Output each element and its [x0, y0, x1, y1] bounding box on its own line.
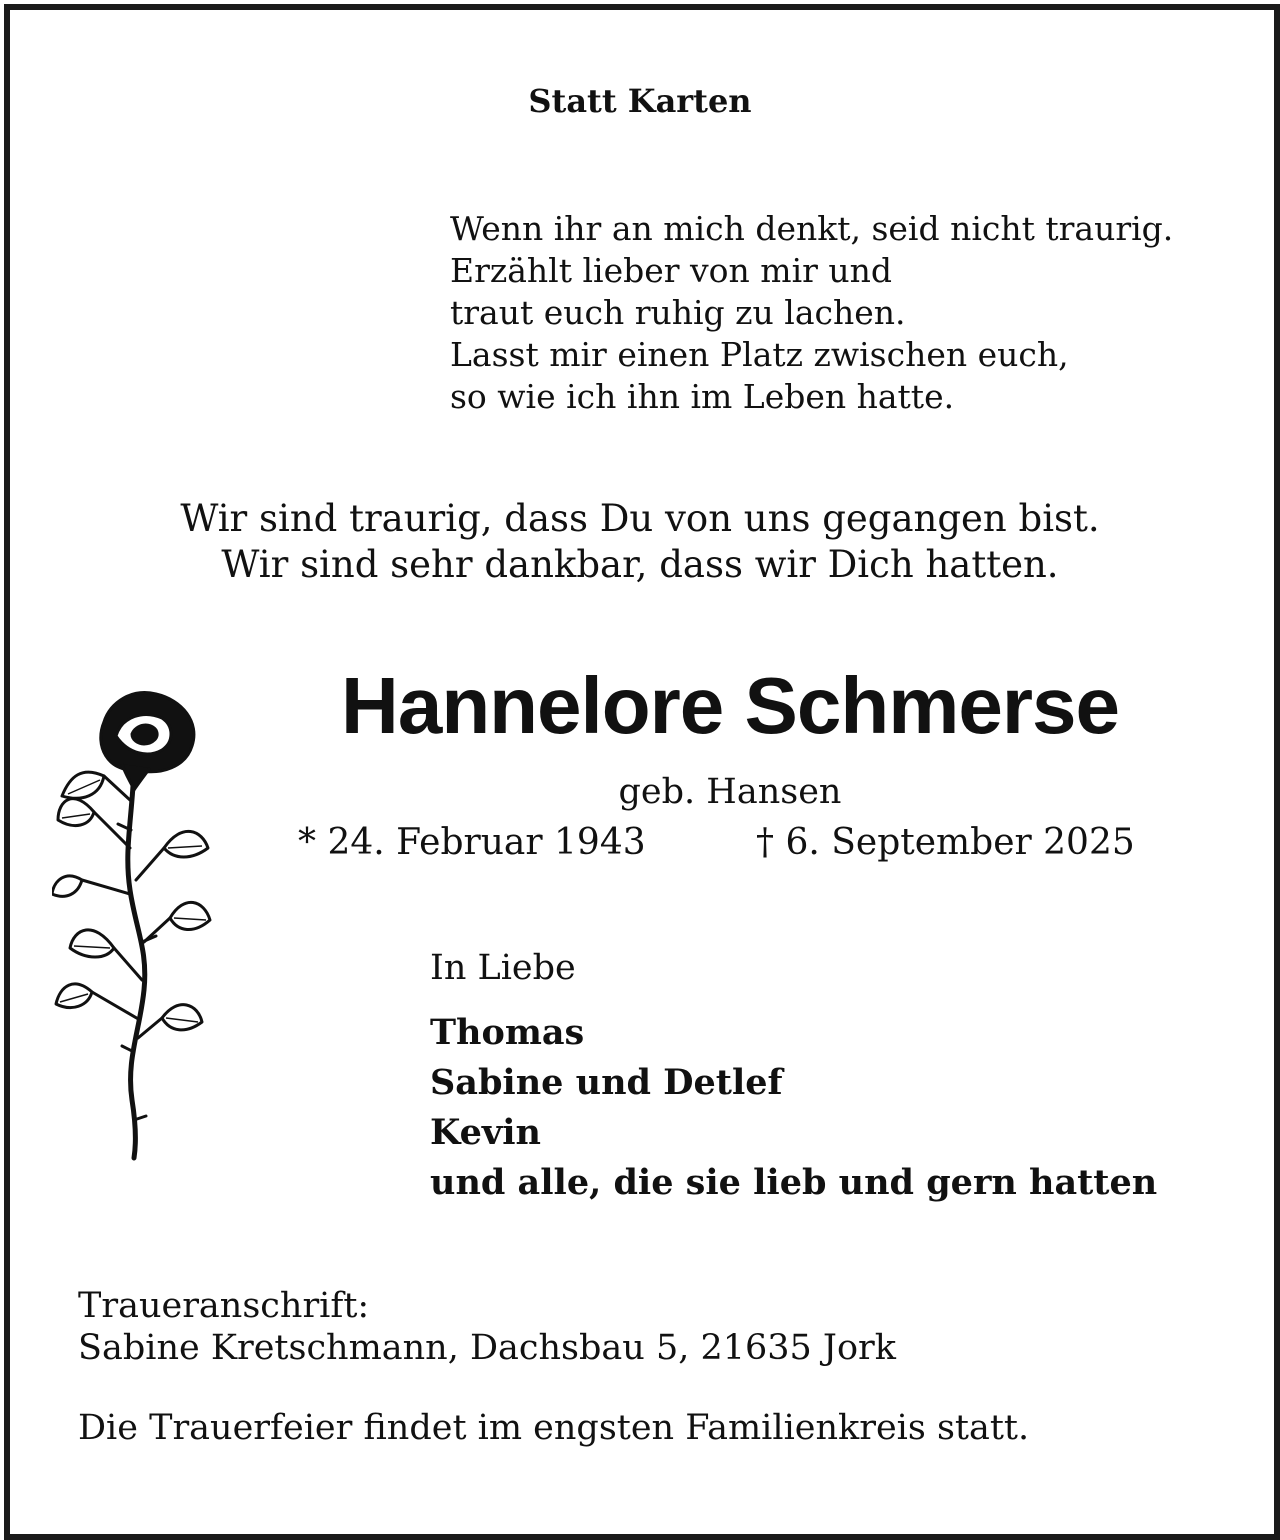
closing-line: Wir sind sehr dankbar, dass wir Dich hatten. [221, 543, 1059, 586]
poem [450, 208, 1173, 418]
maiden-name: geb. Hansen [618, 772, 842, 812]
closing-statement [0, 496, 1280, 588]
poem-line: Wenn ihr an mich denkt, seid nicht traurig. [450, 209, 1174, 248]
header-title: Statt Karten [528, 82, 752, 120]
poem-line: Lasst mir einen Platz zwischen euch, [450, 335, 1069, 374]
birth-date: * 24. Februar 1943 [298, 822, 646, 863]
mourner-name: und alle, die sie lieb und gern hatten [430, 1162, 1158, 1203]
mourners-list [430, 1008, 1157, 1208]
mourner-name: Thomas [430, 1012, 585, 1053]
poem-line: traut euch ruhig zu lachen. [450, 293, 906, 332]
poem-line: so wie ich ihn im Leben hatte. [450, 377, 955, 416]
mourner-name: Sabine und Detlef [430, 1062, 783, 1103]
ceremony-note: Die Trauerfeier findet im engsten Familienkreis statt. [78, 1408, 1030, 1448]
address-line: Sabine Kretschmann, Dachsbau 5, 21635 Jork [78, 1328, 896, 1368]
poem-line: Erzählt lieber von mir und [450, 251, 893, 290]
mourner-name: Kevin [430, 1112, 541, 1153]
mourning-address [78, 1285, 896, 1369]
death-date: † 6. September 2025 [756, 822, 1135, 863]
closing-line: Wir sind traurig, dass Du von uns gegangen bist. [180, 497, 1100, 540]
mourners-intro: In Liebe [430, 948, 576, 988]
deceased-name: Hannelore Schmerse [341, 661, 1119, 750]
address-label: Traueranschrift: [78, 1286, 370, 1326]
rose-icon [52, 680, 222, 1184]
